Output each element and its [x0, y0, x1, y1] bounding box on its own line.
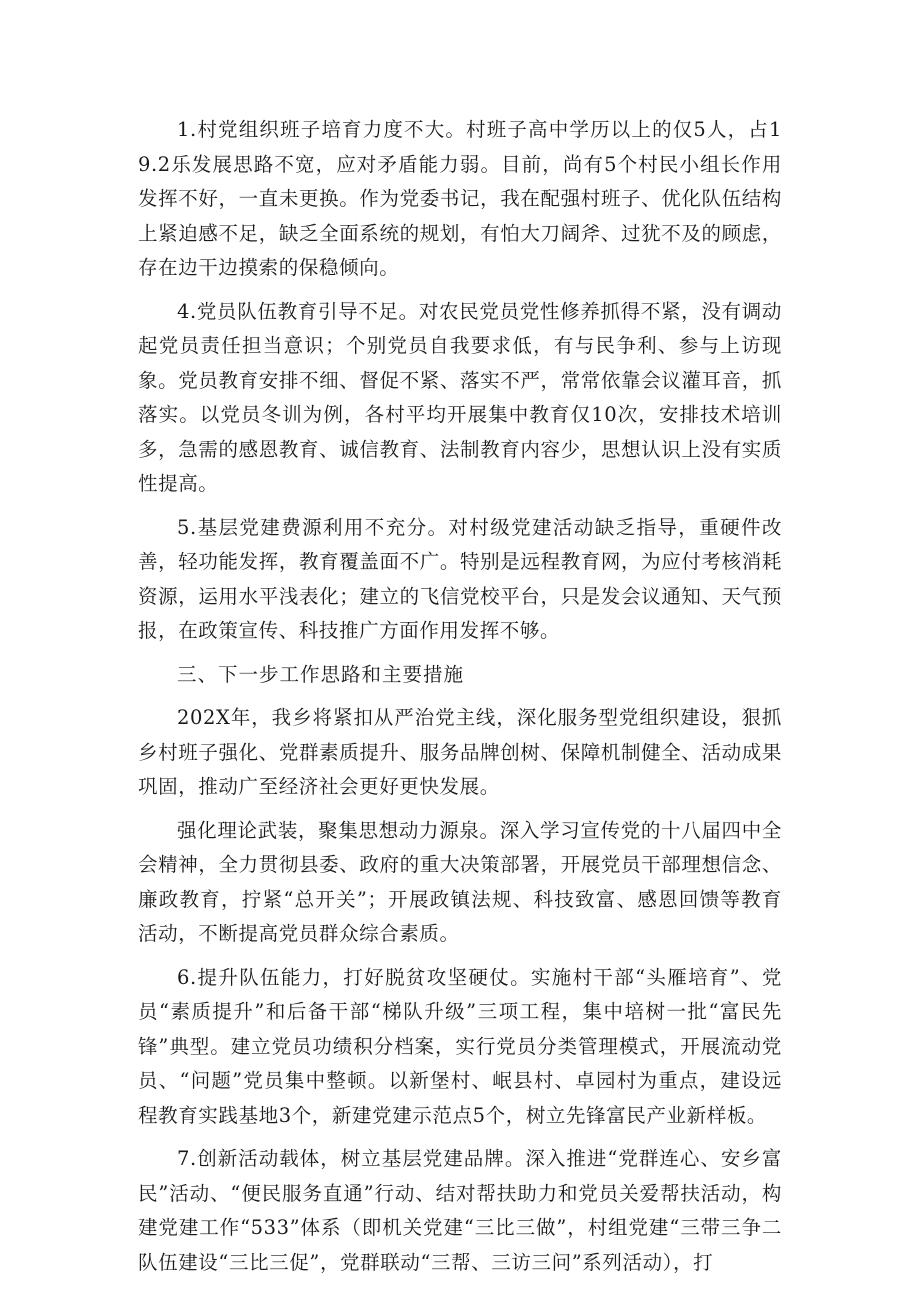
- paragraph-theory-study: 强化理论武装，聚集思想动力源泉。深入学习宣传党的十八届四中全会精神，全力贯彻县委、政府的重大决策部署，开展党员干部理想信念、廉政教育，拧紧“总开关”；开展政镇法规、科技致富、感恩回馈等教育活动，不断提高党员群众综合素质。: [138, 818, 782, 945]
- paragraph-party-member-education: 4.党员队伍教育引导不足。对农民党员党性修养抓得不紧，没有调动起党员责任担当意识；个别党员自我要求低，有与民争利、参与上访现象。党员教育安排不细、督促不紧、落实不严，常常依靠会议灌耳音，抓落实。以党员冬训为例，各村平均开展集中教育仅10次，安排技术培训多，急需的感恩教育、诚信教育、法制教育内容少，思想认识上没有实质性提高。: [138, 299, 782, 495]
- paragraph-team-capacity: 6.提升队伍能力，打好脱贫攻坚硬仗。实施村干部“头雁培育”、党员“素质提升”和后备干部“梯队升级”三项工程，集中培树一批“富民先锋”典型。建立党员功绩积分档案，实行党员分类管理模式，开展流动党员、“问题”党员集中整顿。以新堡村、岷县村、卓园村为重点，建设远程教育实践基地3个，新建党建示范点5个，树立先锋富民产业新样板。: [138, 965, 782, 1127]
- paragraph-annual-plan: 202X年，我乡将紧扣从严治党主线，深化服务型党组织建设，狠抓乡村班子强化、党群素质提升、服务品牌创树、保障机制健全、活动成果巩固，推动广至经济社会更好更快发展。: [138, 706, 782, 798]
- document-body: [138, 113, 782, 1289]
- paragraph-resource-utilization: 5.基层党建费源利用不充分。对村级党建活动缺乏指导，重硬件改善，轻功能发挥，教育覆盖面不广。特别是远程教育网，为应付考核消耗资源，运用水平浅表化；建立的飞信党校平台，只是发会议通知、天气预报，在政策宣传、科技推广方面作用发挥不够。: [138, 515, 782, 642]
- section-heading-next-steps: 三、下一步工作思路和主要措施: [177, 662, 465, 686]
- paragraph-village-team-training: 1.村党组织班子培育力度不大。村班子高中学历以上的仅5人，占19.2乐发展思路不宽，应对矛盾能力弱。目前，尚有5个村民小组长作用发挥不好，一直未更换。作为党委书记，我在配强村班子、优化队伍结构上紧迫感不足，缺乏全面系统的规划，有怕大刀阔斧、过犹不及的顾虑，存在边干边摸索的保稳倾向。: [138, 118, 782, 279]
- paragraph-activity-innovation: 7.创新活动载体，树立基层党建品牌。深入推进“党群连心、安乡富民”活动、“便民服务直通”行动、结对帮扶助力和党员关爱帮扶活动，构建党建工作“533”体系（即机关党建“三比三做”，村组党建“三带三争二队伍建设“三比三促”，党群联动“三帮、三访三问”系列活动），打: [138, 1147, 782, 1274]
